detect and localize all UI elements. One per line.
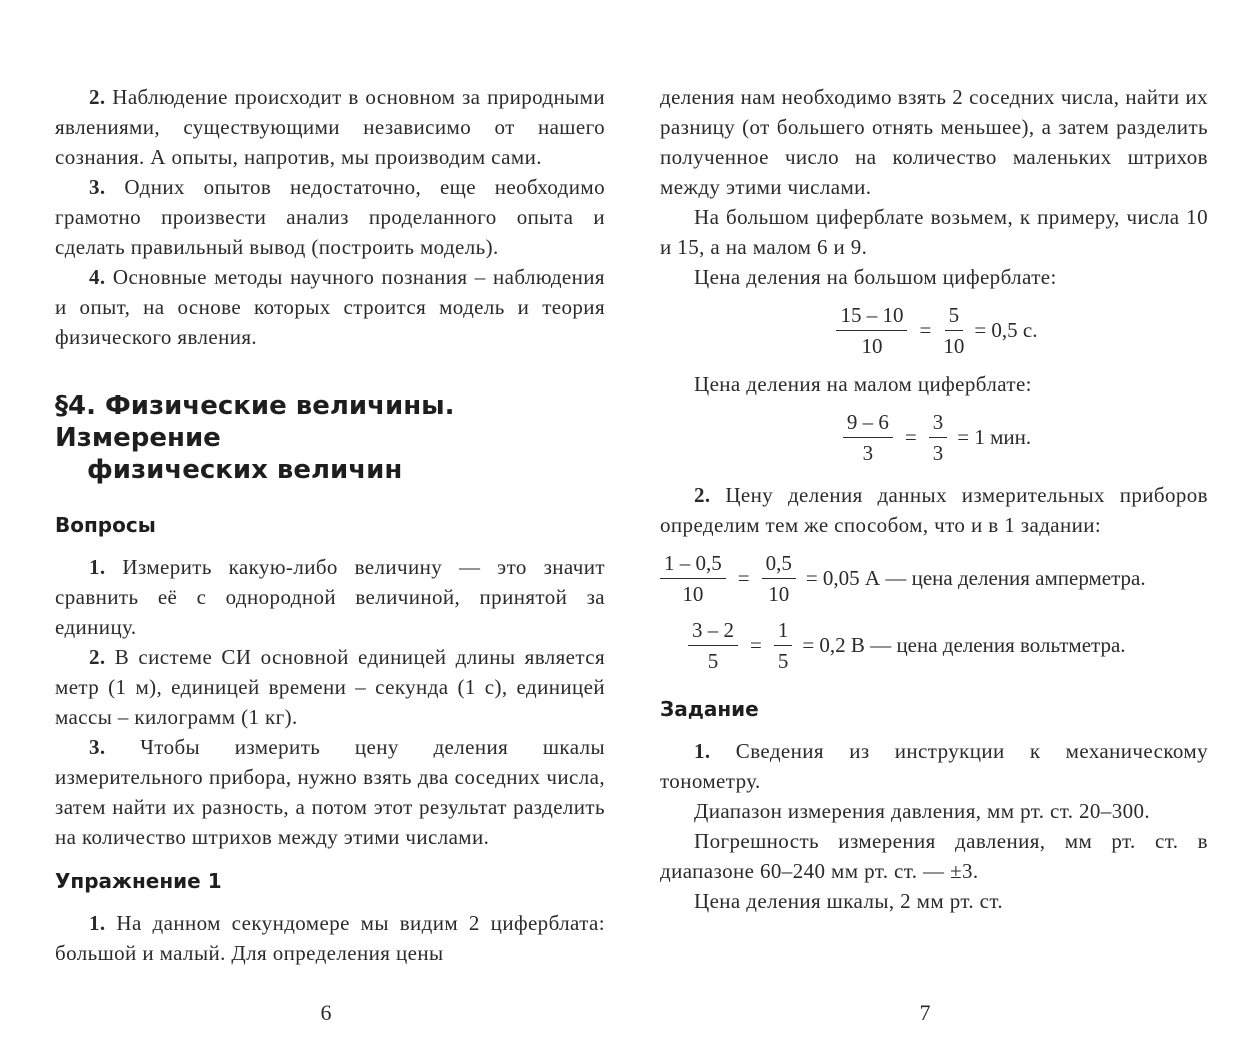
- section-title: §4. Физические величины. Измерение физических величин: [55, 391, 455, 485]
- formula-small-dial: $\frac{9 - 6}{3}$ = $\frac{3}{3}$ = 1 мин.: [660, 409, 1208, 466]
- task-heading: Задание: [660, 697, 759, 721]
- formula-ammeter: $\frac{1 - 0,5}{10}$ = $\frac{0,5}{10}$ = 0,05 А — цена деления амперметра.: [660, 550, 1208, 607]
- paragraph-error: Погрешность измерения давления, мм рт. ст. в диапазоне 60–240 мм рт. ст. — ±3.: [660, 829, 1208, 883]
- formula-big-dial: $\frac{15 - 10}{10}$ = $\frac{5}{10}$ = 0,5 с.: [660, 302, 1208, 359]
- paragraph-methods: 4. Основные методы научного познания – наблюдения и опыт, на основе которых строится модель и теория физического явления.: [55, 265, 605, 349]
- question-2: 2. В системе СИ основной единицей длины является метр (1 м), единицей времени – секунда (1 с), единицей массы – килограмм (1 кг).: [55, 645, 605, 729]
- fraction: $\frac{0,5}{10}$: [762, 550, 796, 607]
- questions-heading: Вопросы: [55, 513, 156, 537]
- fraction: $\frac{1 - 0,5}{10}$: [660, 550, 726, 607]
- fraction: $\frac{3 - 2}{5}$: [688, 617, 738, 674]
- paragraph-example: На большом циферблате возьмем, к примеру, числа 10 и 15, а на малом 6 и 9.: [660, 205, 1208, 259]
- paragraph-continuation: деления нам необходимо взять 2 соседних числа, найти их разницу (от большего отнять меньшее), а затем разделить полученное число на количество маленьких штрихов между этими числами.: [660, 85, 1208, 199]
- paragraph-experiments: 3. Одних опытов недостаточно, еще необходимо грамотно произвести анализ проделанного опыта и сделать правильный вывод (построить модель).: [55, 175, 605, 259]
- paragraph-range: Диапазон измерения давления, мм рт. ст. 20–300.: [694, 799, 1151, 823]
- big-dial-label: Цена деления на большом циферблате:: [694, 265, 1057, 289]
- question-1: 1. Измерить какую-либо величину — это значит сравнить её с однородной величиной, принятой за единицу.: [55, 555, 605, 639]
- paragraph-instruments: 2. Цену деления данных измерительных приборов определим тем же способом, что и в 1 задании:: [660, 483, 1208, 537]
- paragraph-observation: 2. Наблюдение происходит в основном за природными явлениями, существующими независимо от нашего сознания. А опыты, напротив, мы производим сами.: [55, 85, 605, 169]
- question-3: 3. Чтобы измерить цену деления шкалы измерительного прибора, нужно взять два соседних числа, затем найти их разность, а потом этот результат разделить на количество штрихов между этими числами.: [55, 735, 605, 849]
- page-number-left: 6: [320, 1000, 332, 1025]
- left-page: [55, 82, 605, 968]
- fraction: $\frac{9 - 6}{3}$: [843, 409, 893, 466]
- page-number-right: 7: [919, 1000, 931, 1025]
- fraction: $\frac{3}{3}$: [929, 409, 948, 466]
- exercise-heading: Упражнение 1: [55, 869, 222, 893]
- small-dial-label: Цена деления на малом циферблате:: [694, 372, 1032, 396]
- fraction: $\frac{1}{5}$: [774, 617, 793, 674]
- fraction: $\frac{5}{10}$: [943, 303, 965, 358]
- task-1: 1. Сведения из инструкции к механическому тонометру.: [660, 739, 1208, 793]
- fraction: $\frac{15 - 10}{10}$: [836, 302, 907, 359]
- exercise-1: 1. На данном секундомере мы видим 2 циферблата: большой и малый. Для определения цены: [55, 911, 605, 965]
- right-page: [660, 82, 1208, 916]
- formula-voltmeter: $\frac{3 - 2}{5}$ = $\frac{1}{5}$ = 0,2 В — цена деления вольтметра.: [660, 617, 1208, 674]
- paragraph-scale: Цена деления шкалы, 2 мм рт. ст.: [694, 889, 1004, 913]
